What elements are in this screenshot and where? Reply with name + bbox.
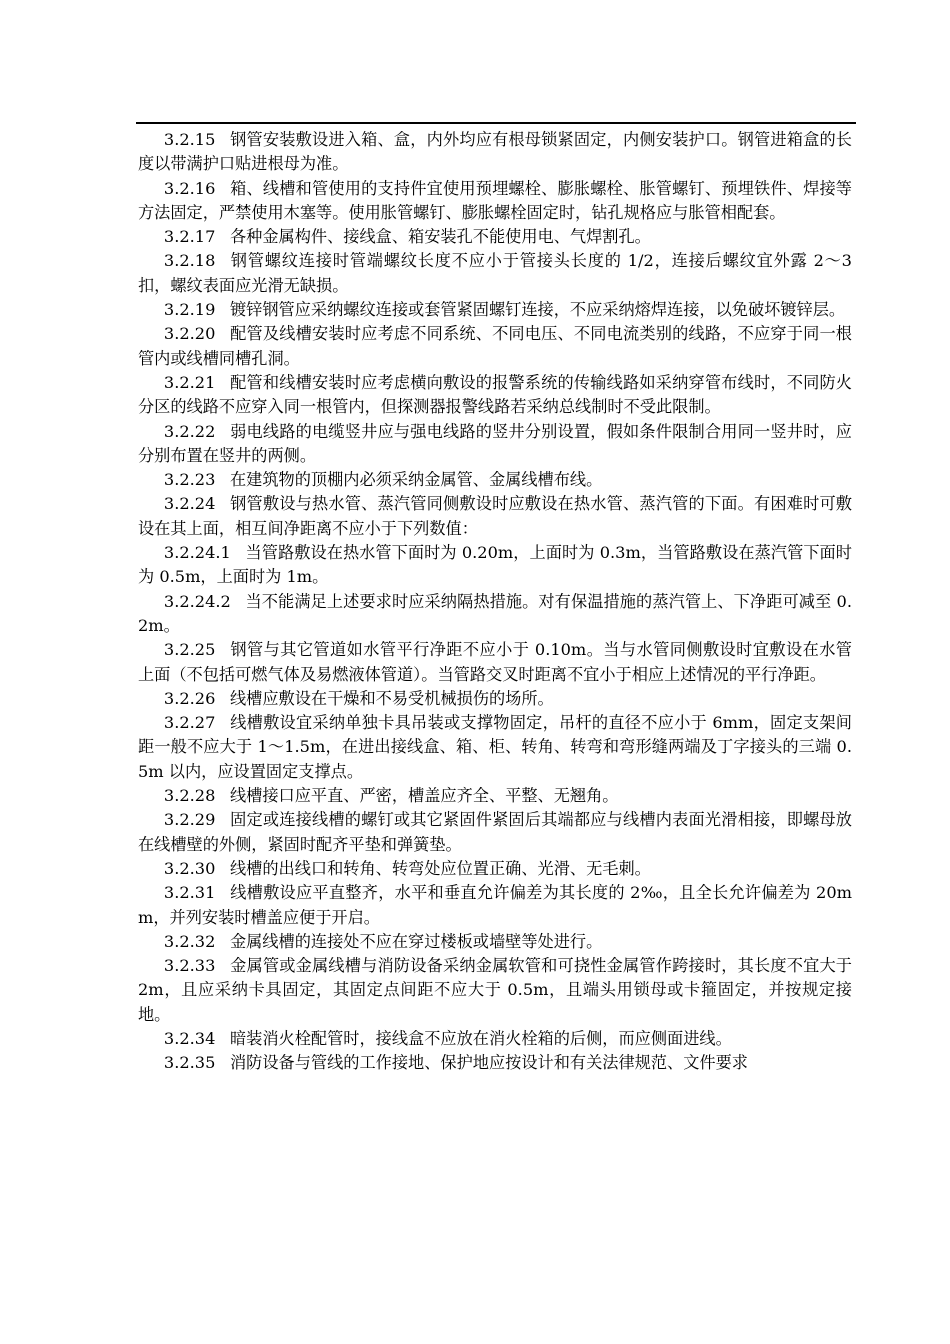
clause-text: 线槽敷设应平直整齐，水平和垂直允许偏差为其长度的 2‰，且全长允许偏差为 20mm，并列安装时槽盖应便于开启。 — [138, 883, 852, 927]
clause-paragraph — [138, 298, 852, 322]
clause-text: 钢管螺纹连接时管端螺纹长度不应小于管接头长度的 1/2，连接后螺纹宜外露 2～3 扣，螺纹表面应光滑无缺损。 — [138, 251, 852, 295]
clause-number: 3.2.30 — [163, 858, 216, 878]
clause-text: 钢管敷设与热水管、蒸汽管同侧敷设时应敷设在热水管、蒸汽管的下面。有困难时可敷设在其上面，相互间净距离不应小于下列数值： — [138, 494, 852, 538]
clause-paragraph — [138, 687, 852, 711]
clause-paragraph — [138, 128, 852, 177]
clause-paragraph — [138, 468, 852, 492]
clause-text: 镀锌钢管应采纳螺纹连接或套管紧固螺钉连接，不应采纳熔焊连接，以免破坏镀锌层。 — [229, 300, 846, 320]
clause-paragraph — [138, 590, 852, 639]
clause-paragraph — [138, 371, 852, 420]
clause-paragraph — [138, 638, 852, 687]
clause-paragraph — [138, 1051, 852, 1075]
clause-text: 当管路敷设在热水管下面时为 0.20m，上面时为 0.3m，当管路敷设在蒸汽管下面时为 0.5m，上面时为 1m。 — [138, 543, 852, 587]
clause-text: 钢管安装敷设进入箱、盒，内外均应有根母锁紧固定，内侧安装护口。钢管进箱盒的长度以带满护口贴进根母为准。 — [138, 130, 852, 174]
clause-number: 3.2.16 — [163, 178, 216, 198]
clause-number: 3.2.27 — [163, 713, 216, 733]
clause-text: 弱电线路的电缆竖井应与强电线路的竖井分别设置，假如条件限制合用同一竖井时，应分别布置在竖井的两侧。 — [138, 421, 852, 465]
clause-number: 3.2.35 — [163, 1053, 216, 1073]
clause-text: 线槽的出线口和转角、转弯处应位置正确、光滑、无毛刺。 — [229, 858, 651, 878]
clause-text: 线槽应敷设在干燥和不易受机械损伤的场所。 — [229, 688, 554, 708]
clause-text: 在建筑物的顶棚内必须采纳金属管、金属线槽布线。 — [229, 470, 603, 490]
clause-paragraph — [138, 177, 852, 226]
clause-number: 3.2.22 — [163, 421, 216, 441]
clause-number: 3.2.21 — [163, 372, 216, 392]
clause-paragraph — [138, 225, 852, 249]
clause-paragraph — [138, 930, 852, 954]
clause-text: 固定或连接线槽的螺钉或其它紧固件紧固后其端都应与线槽内表面光滑相接，即螺母放在线槽壁的外侧，紧固时配齐平垫和弹簧垫。 — [138, 810, 852, 854]
clause-number: 3.2.25 — [163, 640, 216, 660]
clause-paragraph — [138, 420, 852, 469]
clause-number: 3.2.29 — [163, 810, 216, 830]
clause-paragraph — [138, 322, 852, 371]
clause-text: 箱、线槽和管使用的支持件宜使用预埋螺栓、膨胀螺栓、胀管螺钉、预埋铁件、焊接等方法固定，严禁使用木塞等。使用胀管螺钉、膨胀螺栓固定时，钻孔规格应与胀管相配套。 — [138, 178, 852, 222]
clause-number: 3.2.32 — [163, 931, 216, 951]
clause-text: 线槽敷设宜采纳单独卡具吊装或支撑物固定，吊杆的直径不应小于 6mm，固定支架间距一般不应大于 1～1.5m，在进出接线盒、箱、柜、转角、转弯和弯形缝两端及丁字接头的三端 0.5m 以内，应设置固定支撑点。 — [138, 713, 852, 781]
clause-number: 3.2.33 — [163, 956, 216, 976]
clause-number: 3.2.17 — [163, 227, 216, 247]
clause-number: 3.2.18 — [163, 251, 216, 271]
clause-number: 3.2.24.1 — [163, 543, 231, 563]
document-body — [138, 128, 852, 1076]
clause-number: 3.2.26 — [163, 688, 216, 708]
clause-text: 金属线槽的连接处不应在穿过楼板或墙壁等处进行。 — [229, 931, 603, 951]
clause-text: 消防设备与管线的工作接地、保护地应按设计和有关法律规范、文件要求 — [229, 1053, 748, 1073]
clause-number: 3.2.24.2 — [163, 591, 231, 611]
clause-paragraph — [138, 954, 852, 1027]
clause-text: 配管及线槽安装时应考虑不同系统、不同电压、不同电流类别的线路，不应穿于同一根管内或线槽同槽孔洞。 — [138, 324, 852, 368]
clause-paragraph — [138, 711, 852, 784]
clause-paragraph — [138, 541, 852, 590]
clause-paragraph — [138, 808, 852, 857]
clause-number: 3.2.28 — [163, 786, 216, 806]
clause-text: 各种金属构件、接线盒、箱安装孔不能使用电、气焊割孔。 — [229, 227, 651, 247]
clause-number: 3.2.15 — [163, 130, 216, 149]
clause-number: 3.2.20 — [163, 324, 216, 344]
clause-paragraph — [138, 857, 852, 881]
clause-number: 3.2.24 — [163, 494, 216, 514]
clause-paragraph — [138, 881, 852, 930]
clause-number: 3.2.34 — [163, 1028, 216, 1048]
clause-paragraph — [138, 1027, 852, 1051]
clause-text: 线槽接口应平直、严密，槽盖应齐全、平整、无翘角。 — [229, 786, 619, 806]
clause-text: 金属管或金属线槽与消防设备采纳金属软管和可挠性金属管作跨接时，其长度不宜大于 2m，且应采纳卡具固定，其固定点间距不应大于 0.5m，且端头用锁母或卡箍固定，并按规定接地。 — [138, 956, 852, 1024]
clause-text: 配管和线槽安装时应考虑横向敷设的报警系统的传输线路如采纳穿管布线时，不同防火分区的线路不应穿入同一根管内，但探测器报警线路若采纳总线制时不受此限制。 — [138, 372, 852, 417]
clause-number: 3.2.31 — [163, 883, 216, 903]
clause-paragraph — [138, 249, 852, 298]
header-rule — [136, 122, 856, 124]
clause-paragraph — [138, 784, 852, 808]
clause-text: 当不能满足上述要求时应采纳隔热措施。对有保温措施的蒸汽管上、下净距可减至 0.2m。 — [138, 591, 852, 635]
clause-text: 钢管与其它管道如水管平行净距不应小于 0.10m。当与水管同侧敷设时宜敷设在水管上面（不包括可燃气体及易燃液体管道）。当管路交叉时距离不宜小于相应上述情况的平行净距。 — [138, 640, 852, 684]
clause-number: 3.2.23 — [163, 470, 216, 490]
clause-text: 暗装消火栓配管时，接线盒不应放在消火栓箱的后侧，而应侧面进线。 — [229, 1028, 732, 1048]
clause-number: 3.2.19 — [163, 300, 216, 320]
clause-paragraph — [138, 492, 852, 541]
